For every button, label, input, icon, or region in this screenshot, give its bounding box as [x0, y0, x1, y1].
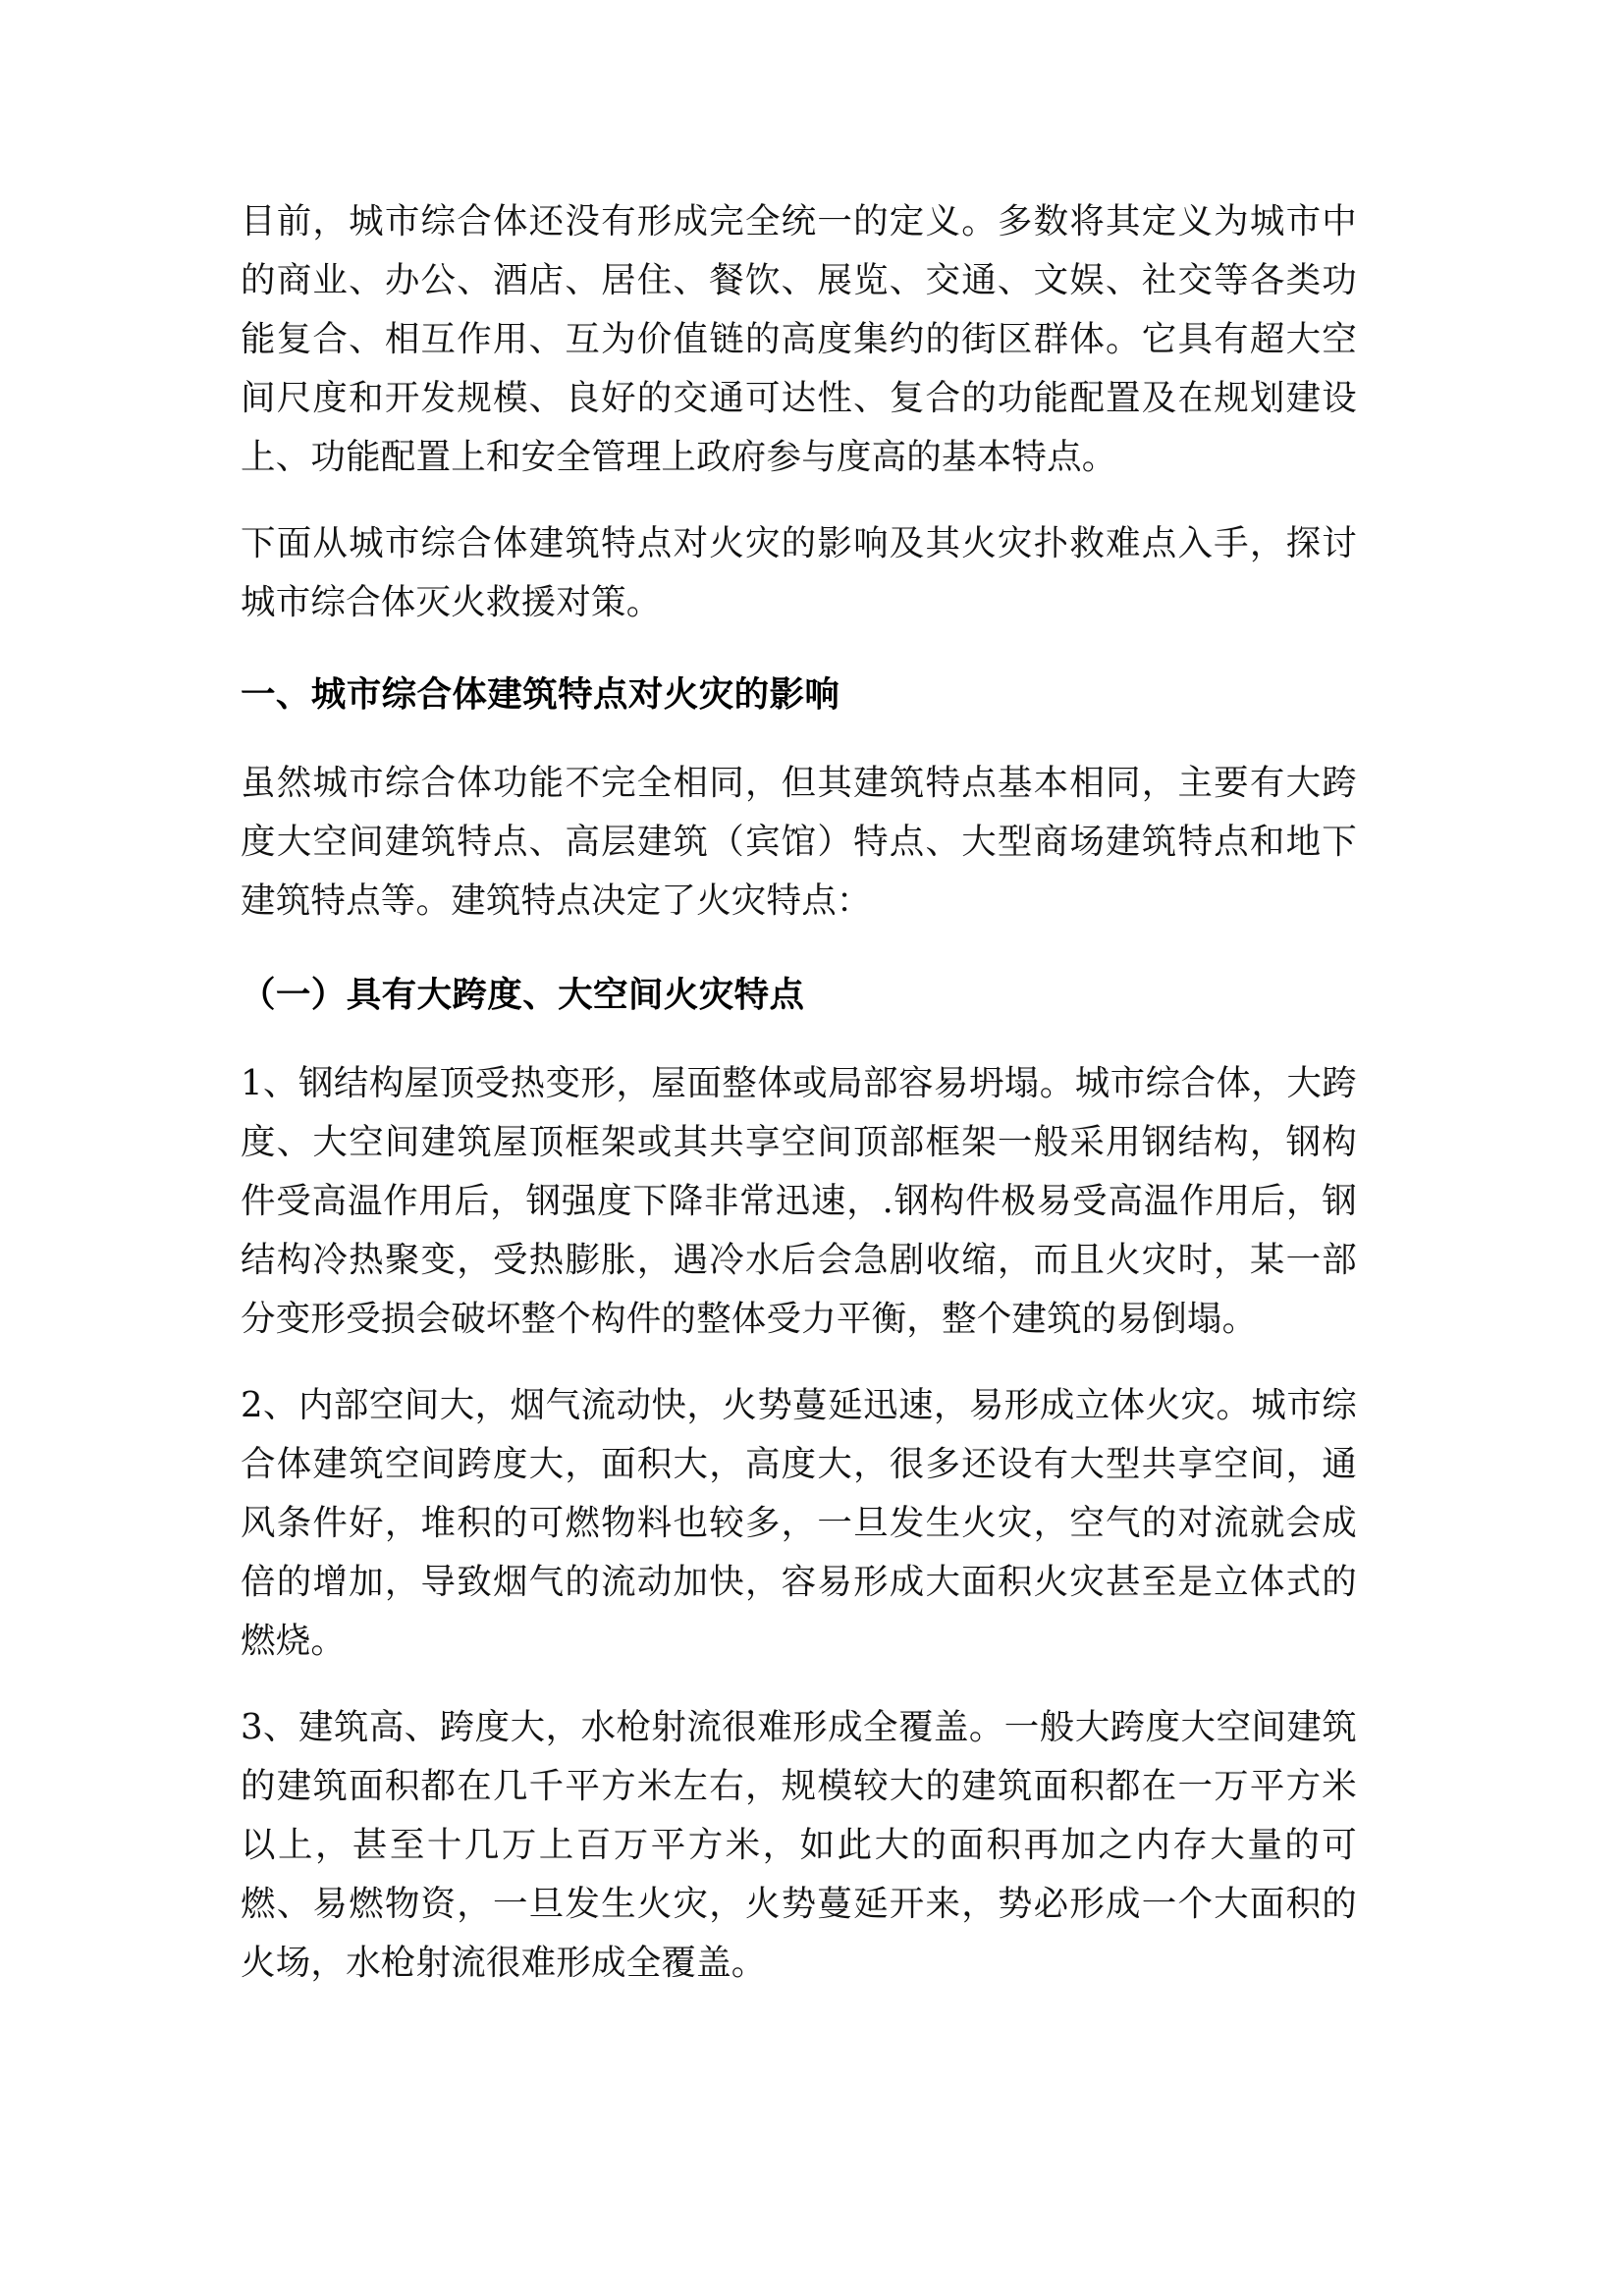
heading-subsection-one: （一）具有大跨度、大空间火灾特点: [241, 975, 805, 1015]
document-text-column: [241, 192, 1357, 1993]
heading-section-one: 一、城市综合体建筑特点对火灾的影响: [241, 674, 840, 715]
paragraph-item-3: 3、建筑高、跨度大，水枪射流很难形成全覆盖。一般大跨度大空间建筑的建筑面积都在几千平方米左右，规模较大的建筑面积都在一万平方米以上，甚至十几万上百万平方米，如此大的面积再加之内存大量的可燃、易燃物资，一旦发生火灾，火势蔓延开来，势必形成一个大面积的火场，水枪射流很难形成全覆盖。: [241, 1707, 1357, 1983]
paragraph-definition: 目前，城市综合体还没有形成完全统一的定义。多数将其定义为城市中的商业、办公、酒店、居住、餐饮、展览、交通、文娱、社交等各类功能复合、相互作用、互为价值链的高度集约的街区群体。它具有超大空间尺度和开发规模、良好的交通可达性、复合的功能配置及在规划建设上、功能配置上和安全管理上政府参与度高的基本特点。: [241, 201, 1357, 477]
paragraph-item-2: 2、内部空间大，烟气流动快，火势蔓延迅速，易形成立体火灾。城市综合体建筑空间跨度大，面积大，高度大，很多还设有大型共享空间，通风条件好，堆积的可燃物料也较多，一旦发生火灾，空气的对流就会成倍的增加，导致烟气的流动加快，容易形成大面积火灾甚至是立体式的燃烧。: [241, 1385, 1357, 1661]
paragraph-features: 虽然城市综合体功能不完全相同，但其建筑特点基本相同，主要有大跨度大空间建筑特点、高层建筑（宾馆）特点、大型商场建筑特点和地下建筑特点等。建筑特点决定了火灾特点：: [241, 763, 1357, 921]
paragraph-item-1: 1、钢结构屋顶受热变形，屋面整体或局部容易坍塌。城市综合体，大跨度、大空间建筑屋顶框架或其共享空间顶部框架一般采用钢结构，钢构件受高温作用后，钢强度下降非常迅速，.钢构件极易受高温作用后，钢结构冷热聚变，受热膨胀，遇冷水后会急剧收缩，而且火灾时，某一部分变形受损会破坏整个构件的整体受力平衡，整个建筑的易倒塌。: [241, 1063, 1357, 1339]
paragraph-intro: 下面从城市综合体建筑特点对火灾的影响及其火灾扑救难点入手，探讨城市综合体灭火救援对策。: [241, 523, 1357, 622]
